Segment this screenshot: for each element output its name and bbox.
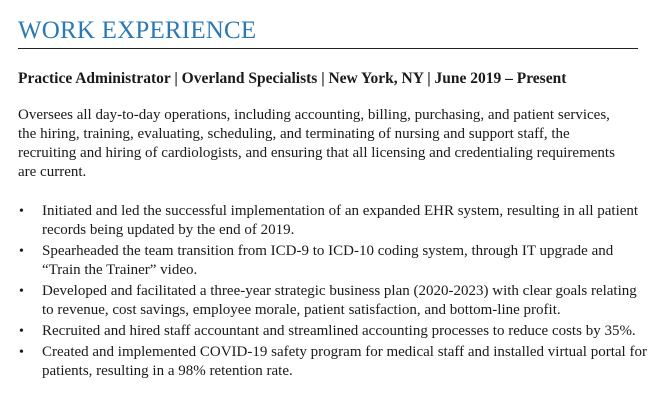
list-item-text: Created and implemented COVID-19 safety program for medical staff and installed virtual portal for patients, resulting in a 98% retention rate. [42, 344, 647, 379]
bullet-icon: • [19, 244, 24, 259]
bullet-icon: • [19, 345, 24, 360]
list-item-text: Spearheaded the team transition from ICD-9 to ICD-10 coding system, through IT upgrade and “Train the Trainer” video. [42, 243, 614, 278]
list-item [18, 282, 648, 320]
list-item-text: Developed and facilitated a three-year strategic business plan (2020-2023) with clear goals relating to revenue, cost savings, employee morale, patient satisfaction, and bottom-line profit. [42, 283, 637, 318]
resume-page [18, 0, 646, 383]
achievement-list [18, 202, 648, 381]
bullet-icon: • [19, 204, 24, 219]
job-summary: Oversees all day-to-day operations, including accounting, billing, purchasing, and patient services, the hiring, training, evaluating, scheduling, and terminating of nursing and support staff, the recruiting and hiring of cardiologists, and ensuring that all licensing and credentialing requirements are current. [18, 107, 615, 180]
bullet-icon: • [19, 324, 24, 339]
list-item [18, 202, 648, 240]
section-heading: WORK EXPERIENCE [18, 17, 257, 44]
list-item-text: Initiated and led the successful implementation of an expanded EHR system, resulting in all patient records being updated by the end of 2019. [42, 203, 639, 238]
job-title-line: Practice Administrator | Overland Specialists | New York, NY | June 2019 – Present [18, 70, 567, 87]
list-item-text: Recruited and hired staff accountant and streamlined accounting processes to reduce costs by 35%. [42, 323, 636, 339]
list-item [18, 242, 648, 280]
list-item [18, 343, 648, 381]
bullet-icon: • [19, 284, 24, 299]
section-divider [18, 48, 638, 49]
list-item [18, 322, 648, 341]
